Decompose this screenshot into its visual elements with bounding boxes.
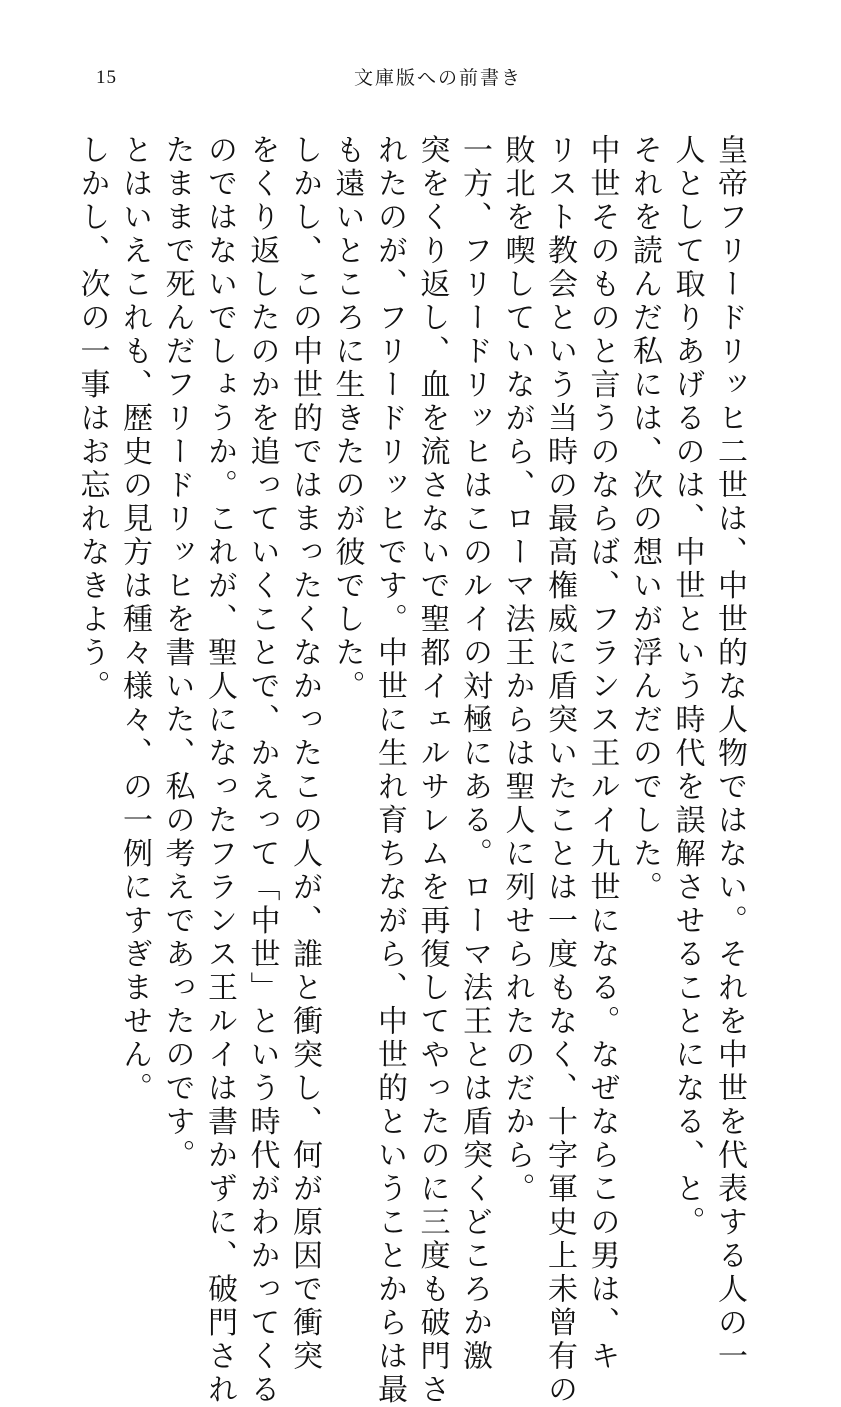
text-line: たままで死んだフリードリッヒを書いた、私の考えであったのです。 — [159, 134, 195, 1173]
text-line: それを読んだ私には、次の想いが浮んだのでした。 — [627, 134, 662, 905]
text-line: とはいえこれも、歴史の見方は種々様々、の一例にすぎません。 — [117, 134, 152, 1106]
text-line: 人として取りあげるのは、中世という時代を誤解させることになる、と。 — [669, 134, 705, 1240]
text-line: れたのが、フリードリッヒです。中世に生れ育ちながら、中世的ということからは最 — [372, 134, 407, 1407]
body-text — [74, 134, 750, 1407]
text-line: しかし、次の一事はお忘れなきよう。 — [74, 134, 110, 704]
text-line: しかし、この中世的ではまったくなかったこの人が、誰と衝突し、何が原因で衝突 — [287, 134, 322, 1374]
text-line: 一方、フリードリッヒはこのルイの対極にある。ローマ法王とは盾突くどころか激 — [457, 134, 492, 1374]
text-line: をくり返したのかを追っていくことで、かえって「中世」という時代がわかってくる — [244, 134, 280, 1407]
text-line: 中世そのものと言うのならば、フランス王ルイ九世になる。なぜならこの男は、キ — [584, 134, 620, 1374]
text-line: も遠いところに生きたのが彼でした。 — [329, 134, 365, 704]
running-title: 文庫版への前書き — [354, 67, 523, 89]
text-line: 皇帝フリードリッヒ二世は、中世的な人物ではない。それを中世を代表する人の一 — [712, 134, 747, 1374]
text-line: 突をくり返し、血を流さないで聖都イェルサレムを再復してやったのに三度も破門さ — [414, 134, 450, 1407]
text-line: のではないでしょうか。これが、聖人になったフランス王ルイは書かずに、破門され — [202, 134, 237, 1407]
text-line: リスト教会という当時の最高権威に盾突いたことは一度もなく、十字軍史上未曾有の — [542, 134, 577, 1407]
text-line: 敗北を喫していながら、ローマ法王からは聖人に列せられたのだから。 — [499, 134, 535, 1206]
page-number: 15 — [96, 67, 117, 88]
